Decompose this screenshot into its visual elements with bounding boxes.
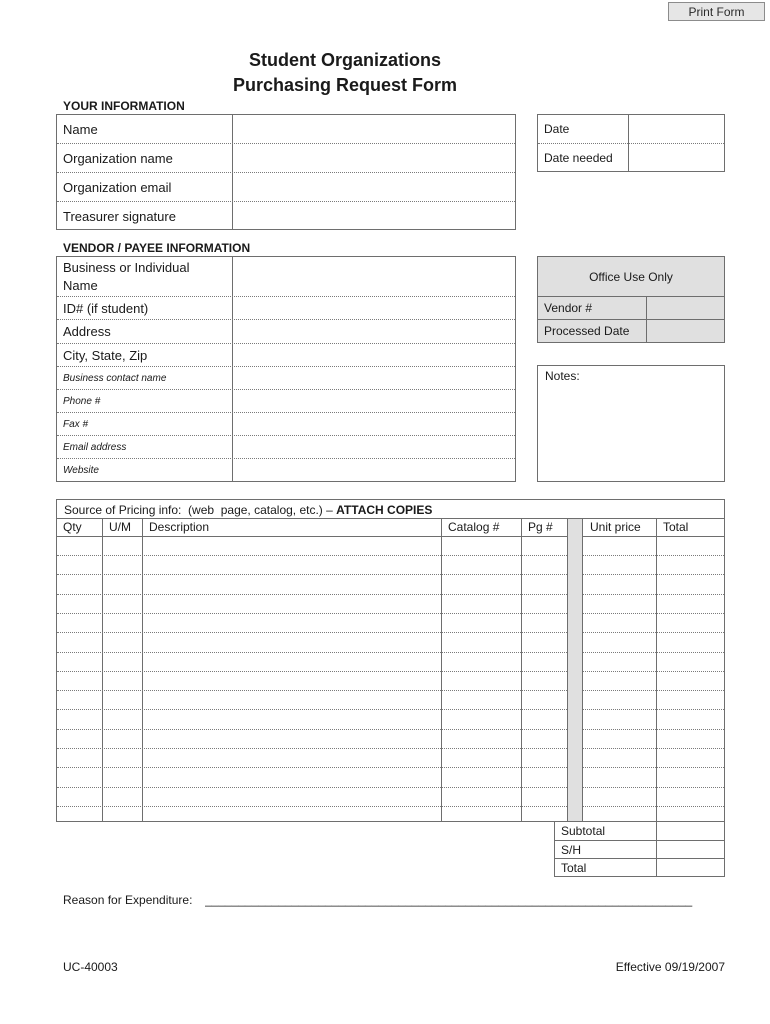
name-label: Name xyxy=(63,121,98,137)
item-row-line xyxy=(57,574,567,575)
organization-name-label: Organization name xyxy=(63,150,173,166)
business-contact-input[interactable] xyxy=(233,367,515,389)
item-row-line xyxy=(583,729,724,730)
date-label: Date xyxy=(544,122,570,136)
item-row-line xyxy=(583,632,724,633)
item-row-line xyxy=(583,671,724,672)
item-row-line xyxy=(57,748,567,749)
col-catalog: Catalog # xyxy=(448,520,500,534)
separator-column xyxy=(567,518,583,821)
processed-date-label: Processed Date xyxy=(544,324,630,338)
treasurer-signature-label: Treasurer signature xyxy=(63,208,176,224)
subtotal-label: Subtotal xyxy=(561,824,606,838)
form-title-line1: Student Organizations xyxy=(248,50,441,70)
item-row-line xyxy=(583,574,724,575)
your-information-table xyxy=(56,114,516,230)
name-input[interactable] xyxy=(233,115,515,143)
item-row-line xyxy=(583,709,724,710)
form-title-line2: Purchasing Request Form xyxy=(232,75,458,95)
item-row-line xyxy=(57,767,567,768)
item-row-line xyxy=(583,767,724,768)
item-row-line xyxy=(57,787,567,788)
item-row-line xyxy=(583,613,724,614)
item-row-line xyxy=(57,729,567,730)
pricing-source-text: Source of Pricing info: (web page, catalog, etc.) – xyxy=(64,502,337,517)
vendor-payee-heading: VENDOR / PAYEE INFORMATION xyxy=(63,241,251,255)
organization-name-input[interactable] xyxy=(233,144,515,172)
item-row-line xyxy=(57,690,567,691)
item-row-line xyxy=(583,787,724,788)
phone-label: Phone # xyxy=(63,395,101,407)
fax-input[interactable] xyxy=(233,413,515,435)
organization-email-input[interactable] xyxy=(233,173,515,201)
address-input[interactable] xyxy=(233,320,515,343)
date-needed-input[interactable] xyxy=(629,144,724,172)
email-address-input[interactable] xyxy=(233,436,515,458)
effective-date: Effective 09/19/2007 xyxy=(615,960,725,974)
vendor-number-label: Vendor # xyxy=(544,301,593,315)
totals-table xyxy=(554,821,725,877)
items-table xyxy=(56,499,725,822)
item-row-line xyxy=(57,555,567,556)
col-unit-price: Unit price xyxy=(590,520,641,534)
email-address-label: Email address xyxy=(63,441,127,453)
fax-label: Fax # xyxy=(63,418,89,430)
col-description: Description xyxy=(149,520,210,534)
sh-input[interactable] xyxy=(657,841,724,858)
date-input[interactable] xyxy=(629,115,724,143)
col-page: Pg # xyxy=(528,520,553,534)
item-row-line xyxy=(57,594,567,595)
id-label: ID# (if student) xyxy=(63,300,149,316)
organization-email-label: Organization email xyxy=(63,179,172,195)
city-state-zip-label: City, State, Zip xyxy=(63,347,148,363)
item-row-line xyxy=(583,690,724,691)
form-id: UC-40003 xyxy=(63,960,118,974)
notes-label: Notes: xyxy=(545,369,580,383)
col-um: U/M xyxy=(109,520,131,534)
business-name-input[interactable] xyxy=(233,257,515,296)
reason-input-line[interactable]: _________________________________________________________________________ xyxy=(205,893,693,907)
item-row-line xyxy=(583,594,724,595)
office-use-title: Office Use Only xyxy=(589,269,673,284)
date-table xyxy=(537,114,725,172)
pricing-source-label xyxy=(64,501,432,518)
total-label: Total xyxy=(561,860,587,875)
total-input[interactable] xyxy=(657,859,724,876)
treasurer-signature-input[interactable] xyxy=(233,202,515,230)
col-qty: Qty xyxy=(63,520,82,534)
website-input[interactable] xyxy=(233,459,515,481)
business-contact-label: Business contact name xyxy=(63,372,167,384)
notes-box[interactable] xyxy=(537,365,725,482)
item-row-line xyxy=(57,613,567,614)
vendor-number-input[interactable] xyxy=(647,297,724,319)
subtotal-input[interactable] xyxy=(657,822,724,840)
phone-input[interactable] xyxy=(233,390,515,412)
office-use-table xyxy=(537,256,725,343)
reason-label: Reason for Expenditure: xyxy=(63,893,193,907)
print-form-button[interactable]: Print Form xyxy=(668,2,765,21)
sh-label: S/H xyxy=(561,842,582,857)
item-row-line xyxy=(583,652,724,653)
item-row-line xyxy=(57,632,567,633)
id-input[interactable] xyxy=(233,297,515,319)
processed-date-input[interactable] xyxy=(647,320,724,342)
business-name-label: Business or Individual Name xyxy=(63,260,190,293)
item-row-line xyxy=(57,652,567,653)
website-label: Website xyxy=(63,464,99,476)
date-needed-label: Date needed xyxy=(544,151,613,165)
item-row-line xyxy=(57,709,567,710)
city-state-zip-input[interactable] xyxy=(233,344,515,366)
address-label: Address xyxy=(63,324,111,339)
vendor-information-table xyxy=(56,256,516,482)
item-row-line xyxy=(583,555,724,556)
attach-copies-text: ATTACH COPIES xyxy=(336,502,433,517)
item-row-line xyxy=(583,748,724,749)
your-information-heading: YOUR INFORMATION xyxy=(63,99,185,113)
item-row-line xyxy=(583,806,724,807)
col-total: Total xyxy=(663,520,689,534)
item-row-line xyxy=(57,671,567,672)
item-row-line xyxy=(57,806,567,807)
